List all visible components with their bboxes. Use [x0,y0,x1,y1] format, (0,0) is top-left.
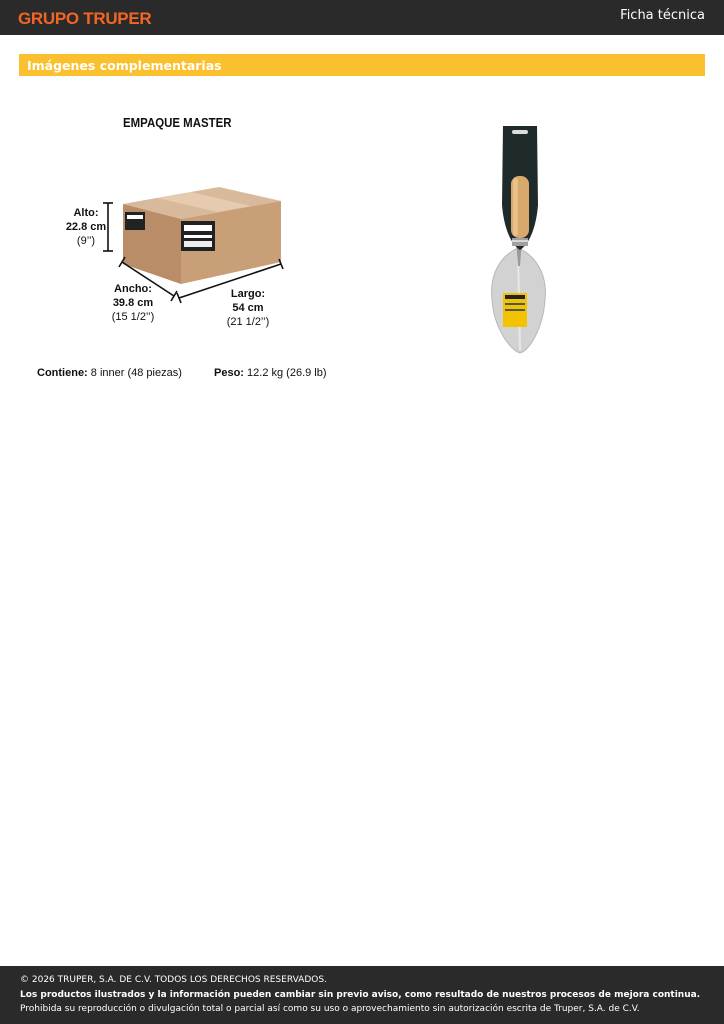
brand-logo: GRUPO TRUPER [18,9,152,28]
contains-info: Contiene: 8 inner (48 piezas) [37,367,182,379]
footer [0,966,724,1024]
section-title: Imágenes complementarias [27,58,222,73]
box-illustration [19,100,349,400]
prohibition-text: Prohibida su reproducción o divulgación total o parcial así como su uso o aprovechamiento sin autorización escrita de Truper, S.A. de C.V. [20,1004,640,1014]
width-dimension: Ancho: 39.8 cm (15 1/2’’) [111,283,155,323]
top-bar [0,0,724,35]
height-dimension: Alto: 22.8 cm (9’’) [65,207,107,247]
master-pack-image [19,100,349,400]
disclaimer-text: Los productos ilustrados y la información pueden cambiar sin previo aviso, como resultado de nuestros procesos de mejora continua. [20,990,701,1000]
weight-info: Peso: 12.2 kg (26.9 lb) [214,367,327,379]
master-pack-title: EMPAQUE MASTER [123,115,232,130]
section-header [19,54,705,76]
length-dimension: Largo: 54 cm (21 1/2’’) [226,288,270,328]
copyright-text: © 2026 TRUPER, S.A. DE C.V. TODOS LOS DERECHOS RESERVADOS. [20,975,327,985]
trowel-icon [440,110,600,370]
product-image [440,110,600,370]
document-type: Ficha técnica [620,8,705,23]
box-label-left [125,212,145,230]
